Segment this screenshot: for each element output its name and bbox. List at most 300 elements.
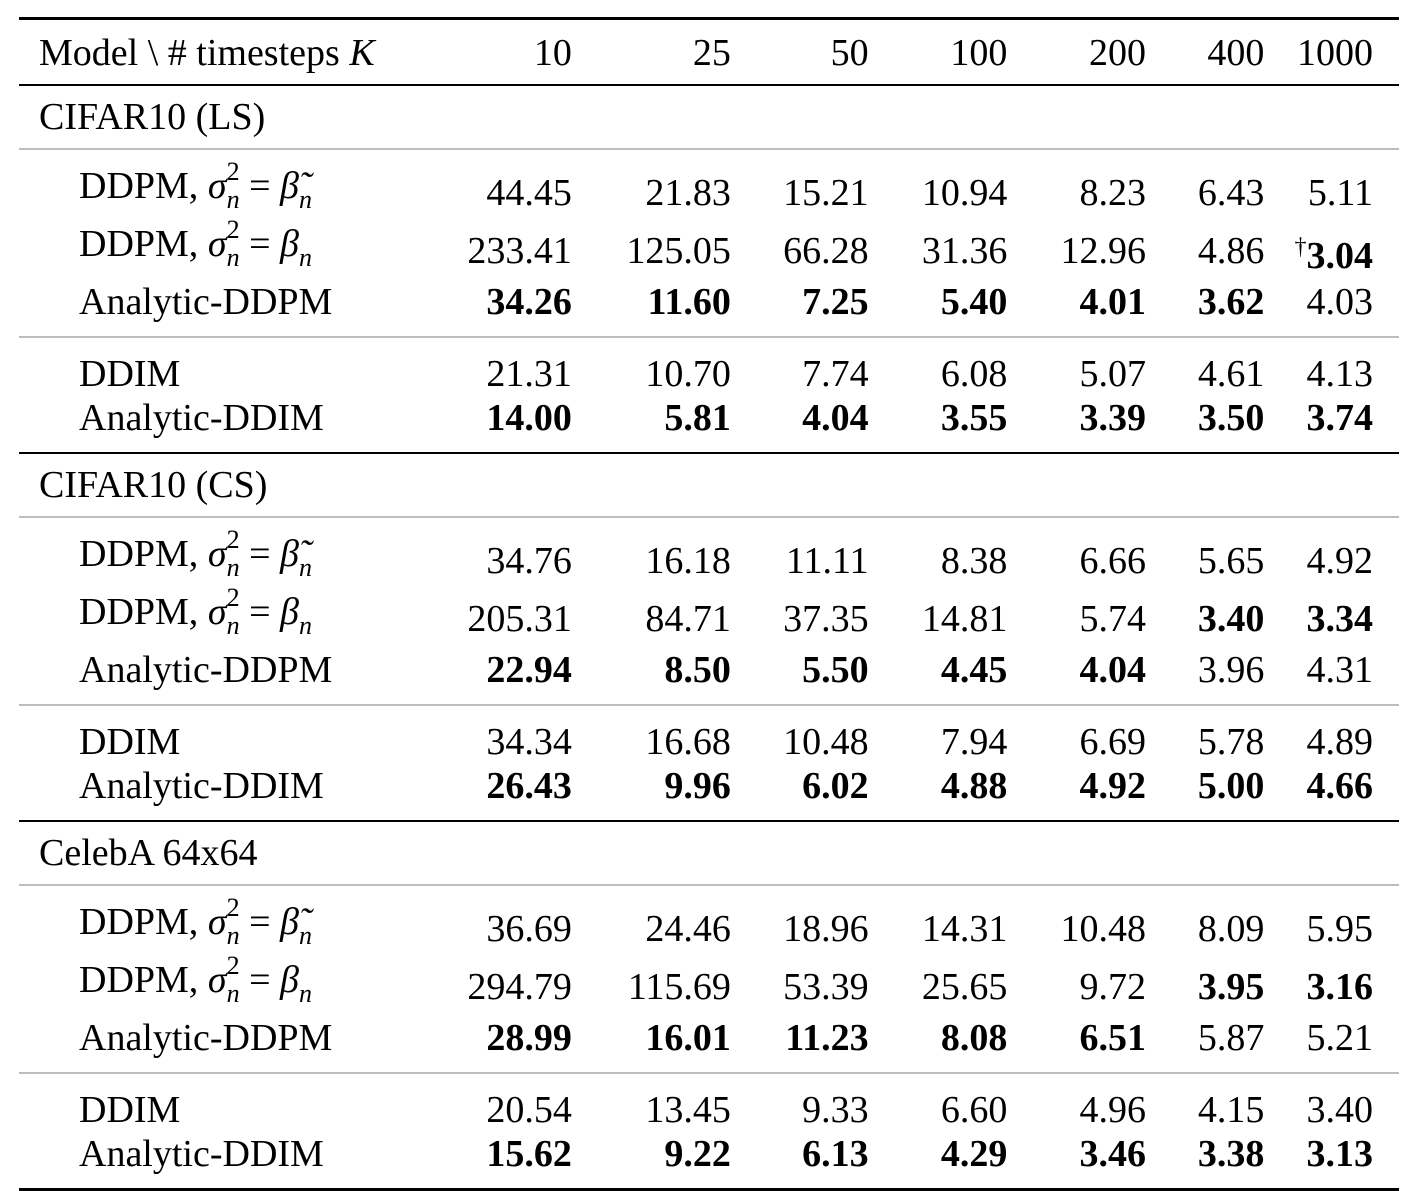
table-row xyxy=(19,337,1399,396)
model-name: Analytic-DDPM xyxy=(79,281,333,323)
cell-value: 6.51 xyxy=(1079,1017,1147,1059)
table-cell xyxy=(1146,1016,1264,1073)
cell-value: 24.46 xyxy=(645,908,731,950)
cell-value: 4.29 xyxy=(940,1133,1008,1175)
cell-value: 294.79 xyxy=(467,966,572,1008)
table-cell xyxy=(1264,1016,1399,1073)
model-name: Analytic-DDPM xyxy=(79,1017,333,1059)
header-row xyxy=(19,19,1399,86)
table-cell xyxy=(869,1016,1008,1073)
table-cell xyxy=(1264,222,1399,280)
table-cell xyxy=(439,1132,572,1190)
subscript-n: n xyxy=(226,979,240,1008)
cell-value: 9.22 xyxy=(664,1133,731,1175)
table-cell xyxy=(439,222,572,280)
table-row xyxy=(19,222,1399,280)
model-name xyxy=(19,215,439,280)
subscript-n: n xyxy=(226,185,240,214)
table-row xyxy=(19,590,1399,648)
table-row xyxy=(19,1016,1399,1073)
cell-value: 7.74 xyxy=(802,353,869,395)
cell-value: 3.34 xyxy=(1306,598,1373,640)
table-body xyxy=(19,85,1399,1190)
cell-value: 10.48 xyxy=(783,721,869,763)
table-row xyxy=(19,764,1399,821)
table-cell xyxy=(869,149,1008,222)
cell-value: 5.50 xyxy=(802,649,869,691)
table-row xyxy=(19,1132,1399,1190)
cell-value: 4.92 xyxy=(1079,765,1147,807)
ddpm-prefix: DDPM, xyxy=(79,165,208,207)
table-cell xyxy=(572,1132,731,1190)
cell-value: 4.96 xyxy=(1079,1089,1147,1131)
k-symbol: K xyxy=(349,32,375,74)
table-cell xyxy=(869,590,1008,648)
table-cell xyxy=(1146,885,1264,958)
subscript-n: n xyxy=(298,185,312,214)
superscript-2: 2 xyxy=(226,583,240,612)
table-cell xyxy=(1007,222,1146,280)
col-header-400: 400 xyxy=(1207,32,1265,74)
table-cell xyxy=(1264,1132,1399,1190)
table-cell xyxy=(1146,958,1264,1016)
table-cell xyxy=(731,396,869,453)
table-cell xyxy=(439,885,572,958)
section-header-row xyxy=(19,821,1399,885)
sigma-symbol: σ xyxy=(207,959,227,1001)
table-cell xyxy=(572,764,731,821)
table-cell xyxy=(572,648,731,705)
table-cell xyxy=(1146,1073,1264,1132)
superscript-2: 2 xyxy=(226,157,240,186)
cell-value: 205.31 xyxy=(467,598,572,640)
cell-value: 13.45 xyxy=(645,1089,731,1131)
cell-value: 5.11 xyxy=(1307,172,1373,214)
table-cell xyxy=(439,149,572,222)
section-title: CelebA 64x64 xyxy=(39,832,258,874)
table-cell xyxy=(1146,648,1264,705)
cell-value: 4.66 xyxy=(1306,765,1373,807)
cell-value: 15.21 xyxy=(783,172,869,214)
cell-value: 4.61 xyxy=(1197,353,1265,395)
cell-value: 53.39 xyxy=(783,966,869,1008)
subscript-n: n xyxy=(226,611,240,640)
variance-formula xyxy=(207,951,312,1008)
col-header-100: 100 xyxy=(950,32,1008,74)
table-cell xyxy=(1264,337,1399,396)
model-name xyxy=(19,583,439,648)
sigma-symbol: σ xyxy=(207,533,227,575)
cell-value: 18.96 xyxy=(783,908,869,950)
equals-sign: = xyxy=(239,591,280,633)
cell-value: 10.94 xyxy=(921,172,1008,214)
superscript-2: 2 xyxy=(226,215,240,244)
superscript-2: 2 xyxy=(226,525,240,554)
cell-value: 8.09 xyxy=(1197,908,1265,950)
cell-value: 4.86 xyxy=(1197,230,1265,272)
subscript-n: n xyxy=(298,921,312,950)
cell-value: 10.48 xyxy=(1060,908,1147,950)
table-cell xyxy=(731,222,869,280)
cell-value: 6.08 xyxy=(940,353,1008,395)
table-row xyxy=(19,958,1399,1016)
cell-value: 115.69 xyxy=(627,966,731,1008)
cell-value: 9.96 xyxy=(664,765,731,807)
table-cell xyxy=(1007,590,1146,648)
cell-value: 34.34 xyxy=(486,721,572,763)
table-cell xyxy=(1264,648,1399,705)
col-header-50: 50 xyxy=(830,32,869,74)
cell-value: 6.13 xyxy=(802,1133,869,1175)
cell-value: 5.07 xyxy=(1079,353,1147,395)
table-cell xyxy=(439,1016,572,1073)
table-cell xyxy=(1146,280,1264,337)
cell-value: 9.72 xyxy=(1079,966,1147,1008)
cell-value: 6.60 xyxy=(940,1089,1008,1131)
cell-value: 3.40 xyxy=(1306,1089,1373,1131)
table-cell xyxy=(1146,705,1264,764)
table-cell xyxy=(1007,149,1146,222)
superscript-2: 2 xyxy=(226,951,240,980)
cell-value: 4.31 xyxy=(1306,649,1373,691)
cell-value: 3.13 xyxy=(1306,1133,1373,1175)
table-cell xyxy=(1264,958,1399,1016)
table-cell xyxy=(869,885,1008,958)
cell-value: 5.95 xyxy=(1306,908,1373,950)
table-cell xyxy=(869,337,1008,396)
table-cell xyxy=(1007,1132,1146,1190)
variance-formula xyxy=(207,157,312,214)
table-cell xyxy=(1007,337,1146,396)
cell-value: 16.68 xyxy=(645,721,731,763)
sigma-symbol: σ xyxy=(207,591,227,633)
cell-value: 4.04 xyxy=(1079,649,1147,691)
table-cell xyxy=(1146,1132,1264,1190)
table-cell xyxy=(1007,958,1146,1016)
cell-value: 6.43 xyxy=(1197,172,1265,214)
cell-value: 3.39 xyxy=(1079,397,1147,439)
model-name: Analytic-DDIM xyxy=(79,1133,324,1175)
table-cell xyxy=(1264,1073,1399,1132)
cell-value: 4.45 xyxy=(940,649,1008,691)
table-cell xyxy=(1146,590,1264,648)
table-cell xyxy=(1146,764,1264,821)
table-cell xyxy=(1007,280,1146,337)
cell-value: 36.69 xyxy=(486,908,572,950)
cell-value: 8.08 xyxy=(940,1017,1008,1059)
table-cell xyxy=(731,517,869,590)
cell-value: 21.31 xyxy=(486,353,572,395)
cell-value: 84.71 xyxy=(645,598,731,640)
table-row xyxy=(19,1073,1399,1132)
cell-value: 14.00 xyxy=(486,397,572,439)
table-cell xyxy=(1146,149,1264,222)
table-cell xyxy=(572,705,731,764)
subscript-n: n xyxy=(298,243,312,272)
table-cell xyxy=(439,517,572,590)
cell-value: 14.31 xyxy=(921,908,1008,950)
table-cell xyxy=(869,958,1008,1016)
table-cell xyxy=(1007,1016,1146,1073)
variance-formula xyxy=(207,583,312,640)
cell-value: 4.03 xyxy=(1306,281,1373,323)
ddpm-prefix: DDPM, xyxy=(79,223,208,265)
ddpm-prefix: DDPM, xyxy=(79,901,208,943)
cell-value: 5.74 xyxy=(1079,598,1147,640)
table-cell xyxy=(869,648,1008,705)
table-cell xyxy=(572,149,731,222)
table-cell xyxy=(731,1132,869,1190)
table-cell xyxy=(1007,705,1146,764)
cell-value: 4.92 xyxy=(1306,540,1373,582)
table-cell xyxy=(1007,396,1146,453)
cell-value: 15.62 xyxy=(486,1133,572,1175)
cell-value: 6.02 xyxy=(802,765,869,807)
sub-sup xyxy=(226,215,240,280)
table-cell xyxy=(869,1132,1008,1190)
cell-value: 5.40 xyxy=(940,281,1008,323)
table-cell xyxy=(572,958,731,1016)
table-cell xyxy=(439,590,572,648)
cell-value: 8.23 xyxy=(1079,172,1147,214)
table-cell xyxy=(572,280,731,337)
table-cell xyxy=(439,396,572,453)
section-header-row xyxy=(19,85,1399,149)
cell-value: 3.04 xyxy=(1306,234,1373,277)
section-title: CIFAR10 (CS) xyxy=(39,464,268,506)
cell-value: 44.45 xyxy=(486,172,572,214)
cell-value: 26.43 xyxy=(486,765,572,807)
table-cell xyxy=(869,280,1008,337)
variance-formula xyxy=(207,215,312,272)
cell-value: 16.18 xyxy=(645,540,731,582)
sigma-symbol: σ xyxy=(207,901,227,943)
cell-value: 10.70 xyxy=(645,353,731,395)
subscript-n: n xyxy=(298,979,312,1008)
model-name: DDIM xyxy=(79,353,181,395)
cell-value: 7.94 xyxy=(940,721,1008,763)
cell-value: 37.35 xyxy=(783,598,869,640)
table-row xyxy=(19,280,1399,337)
table-cell xyxy=(1146,337,1264,396)
cell-value: 4.89 xyxy=(1306,721,1373,763)
cell-value: 8.38 xyxy=(940,540,1008,582)
table-cell xyxy=(439,337,572,396)
table-cell xyxy=(869,396,1008,453)
table-row xyxy=(19,705,1399,764)
table-cell xyxy=(869,705,1008,764)
table-cell xyxy=(1264,149,1399,222)
equals-sign: = xyxy=(239,959,280,1001)
beta-symbol: β̃ xyxy=(280,901,299,943)
table-cell xyxy=(572,337,731,396)
cell-value: 11.60 xyxy=(647,281,731,323)
model-column-header xyxy=(19,19,439,86)
cell-value: 21.83 xyxy=(645,172,731,214)
cell-value: 11.11 xyxy=(785,540,869,582)
table-cell xyxy=(731,958,869,1016)
table-cell xyxy=(439,958,572,1016)
cell-value: 125.05 xyxy=(626,230,731,272)
table-cell xyxy=(1007,885,1146,958)
table-cell xyxy=(572,590,731,648)
table-cell xyxy=(731,648,869,705)
beta-symbol: β̃ xyxy=(280,533,299,575)
table-cell xyxy=(869,1073,1008,1132)
table-cell xyxy=(731,149,869,222)
table-cell xyxy=(572,222,731,280)
section-title: CIFAR10 (LS) xyxy=(39,96,266,138)
table-cell xyxy=(869,764,1008,821)
cell-value: 25.65 xyxy=(921,966,1008,1008)
cell-value: 16.01 xyxy=(645,1017,731,1059)
cell-value: 12.96 xyxy=(1060,230,1147,272)
table-cell xyxy=(1264,396,1399,453)
table-cell xyxy=(869,222,1008,280)
beta-symbol: β̃ xyxy=(280,165,299,207)
dagger-mark: † xyxy=(1294,233,1307,260)
table-row xyxy=(19,396,1399,453)
table-cell xyxy=(1264,764,1399,821)
subscript-n: n xyxy=(226,921,240,950)
table-cell xyxy=(731,764,869,821)
table-cell xyxy=(1146,517,1264,590)
table-cell xyxy=(1264,885,1399,958)
subscript-n: n xyxy=(298,553,312,582)
cell-value: 3.96 xyxy=(1197,649,1265,691)
variance-formula xyxy=(207,893,312,950)
subscript-n: n xyxy=(226,243,240,272)
table-row xyxy=(19,648,1399,705)
sub-sup xyxy=(226,951,240,1016)
table-cell xyxy=(572,517,731,590)
ddpm-prefix: DDPM, xyxy=(79,591,208,633)
beta-symbol: β xyxy=(280,959,299,1001)
table-cell xyxy=(731,590,869,648)
table-cell xyxy=(731,280,869,337)
model-name: DDIM xyxy=(79,1089,181,1131)
table-cell xyxy=(731,1016,869,1073)
cell-value: 4.13 xyxy=(1306,353,1373,395)
superscript-2: 2 xyxy=(226,893,240,922)
equals-sign: = xyxy=(239,901,280,943)
table-cell xyxy=(731,705,869,764)
table-cell xyxy=(1007,764,1146,821)
col-header-1000: 1000 xyxy=(1297,32,1373,74)
results-table xyxy=(19,17,1399,1191)
subscript-n: n xyxy=(226,553,240,582)
cell-value: 3.38 xyxy=(1197,1133,1265,1175)
sub-sup xyxy=(226,583,240,648)
table-cell xyxy=(572,1073,731,1132)
cell-value: 6.69 xyxy=(1079,721,1147,763)
cell-value: 20.54 xyxy=(486,1089,572,1131)
cell-value: 3.16 xyxy=(1306,966,1373,1008)
table-cell xyxy=(572,1016,731,1073)
model-name: Analytic-DDIM xyxy=(79,765,324,807)
ddpm-prefix: DDPM, xyxy=(79,533,208,575)
model-name xyxy=(19,951,439,1016)
sigma-symbol: σ xyxy=(207,223,227,265)
cell-value: 7.25 xyxy=(802,281,869,323)
cell-value: 5.78 xyxy=(1197,721,1265,763)
table-cell xyxy=(1007,648,1146,705)
cell-value: 28.99 xyxy=(486,1017,572,1059)
cell-value: 4.15 xyxy=(1197,1089,1265,1131)
model-header-label: Model \ # timesteps xyxy=(39,32,340,74)
cell-value: 14.81 xyxy=(921,598,1008,640)
table-cell xyxy=(731,337,869,396)
cell-value: 6.66 xyxy=(1079,540,1147,582)
cell-value: 3.40 xyxy=(1197,598,1265,640)
equals-sign: = xyxy=(239,165,280,207)
table-cell xyxy=(1007,517,1146,590)
cell-value: 5.21 xyxy=(1306,1017,1373,1059)
cell-value: 11.23 xyxy=(785,1017,869,1059)
sigma-symbol: σ xyxy=(207,165,227,207)
cell-value: 5.00 xyxy=(1197,765,1265,807)
table-cell xyxy=(1007,1073,1146,1132)
cell-value: 66.28 xyxy=(783,230,869,272)
table-cell xyxy=(1264,280,1399,337)
cell-value: 3.50 xyxy=(1197,397,1265,439)
model-name: Analytic-DDPM xyxy=(79,649,333,691)
table-cell xyxy=(572,396,731,453)
cell-value: 5.87 xyxy=(1197,1017,1265,1059)
cell-value: 34.76 xyxy=(486,540,572,582)
cell-value: 5.65 xyxy=(1197,540,1265,582)
table-cell xyxy=(1264,705,1399,764)
table-cell xyxy=(439,764,572,821)
cell-value: 3.74 xyxy=(1306,397,1373,439)
table-cell xyxy=(869,517,1008,590)
equals-sign: = xyxy=(239,223,280,265)
cell-value: 34.26 xyxy=(486,281,572,323)
table-cell xyxy=(439,648,572,705)
variance-formula xyxy=(207,525,312,582)
table-cell xyxy=(439,1073,572,1132)
model-name: Analytic-DDIM xyxy=(79,397,324,439)
beta-symbol: β xyxy=(280,223,299,265)
cell-value: 4.88 xyxy=(940,765,1008,807)
cell-value: 9.33 xyxy=(802,1089,869,1131)
ddpm-prefix: DDPM, xyxy=(79,959,208,1001)
table-cell xyxy=(731,885,869,958)
table-cell xyxy=(1146,396,1264,453)
cell-value: 8.50 xyxy=(664,649,731,691)
table-cell xyxy=(572,885,731,958)
cell-value: 233.41 xyxy=(467,230,572,272)
col-header-200: 200 xyxy=(1089,32,1147,74)
table-cell xyxy=(1264,517,1399,590)
table-cell xyxy=(439,280,572,337)
cell-value: 3.55 xyxy=(940,397,1008,439)
table-cell xyxy=(1264,590,1399,648)
cell-value: 5.81 xyxy=(664,397,731,439)
table-cell xyxy=(1146,222,1264,280)
col-header-25: 25 xyxy=(692,32,731,74)
model-name: DDIM xyxy=(79,721,181,763)
cell-value: 4.01 xyxy=(1079,281,1147,323)
col-header-10: 10 xyxy=(533,32,572,74)
table-cell xyxy=(439,705,572,764)
cell-value: 3.46 xyxy=(1079,1133,1147,1175)
beta-symbol: β xyxy=(280,591,299,633)
cell-value: 22.94 xyxy=(486,649,572,691)
cell-value: 4.04 xyxy=(802,397,869,439)
section-header-row xyxy=(19,453,1399,517)
cell-value: 31.36 xyxy=(921,230,1008,272)
